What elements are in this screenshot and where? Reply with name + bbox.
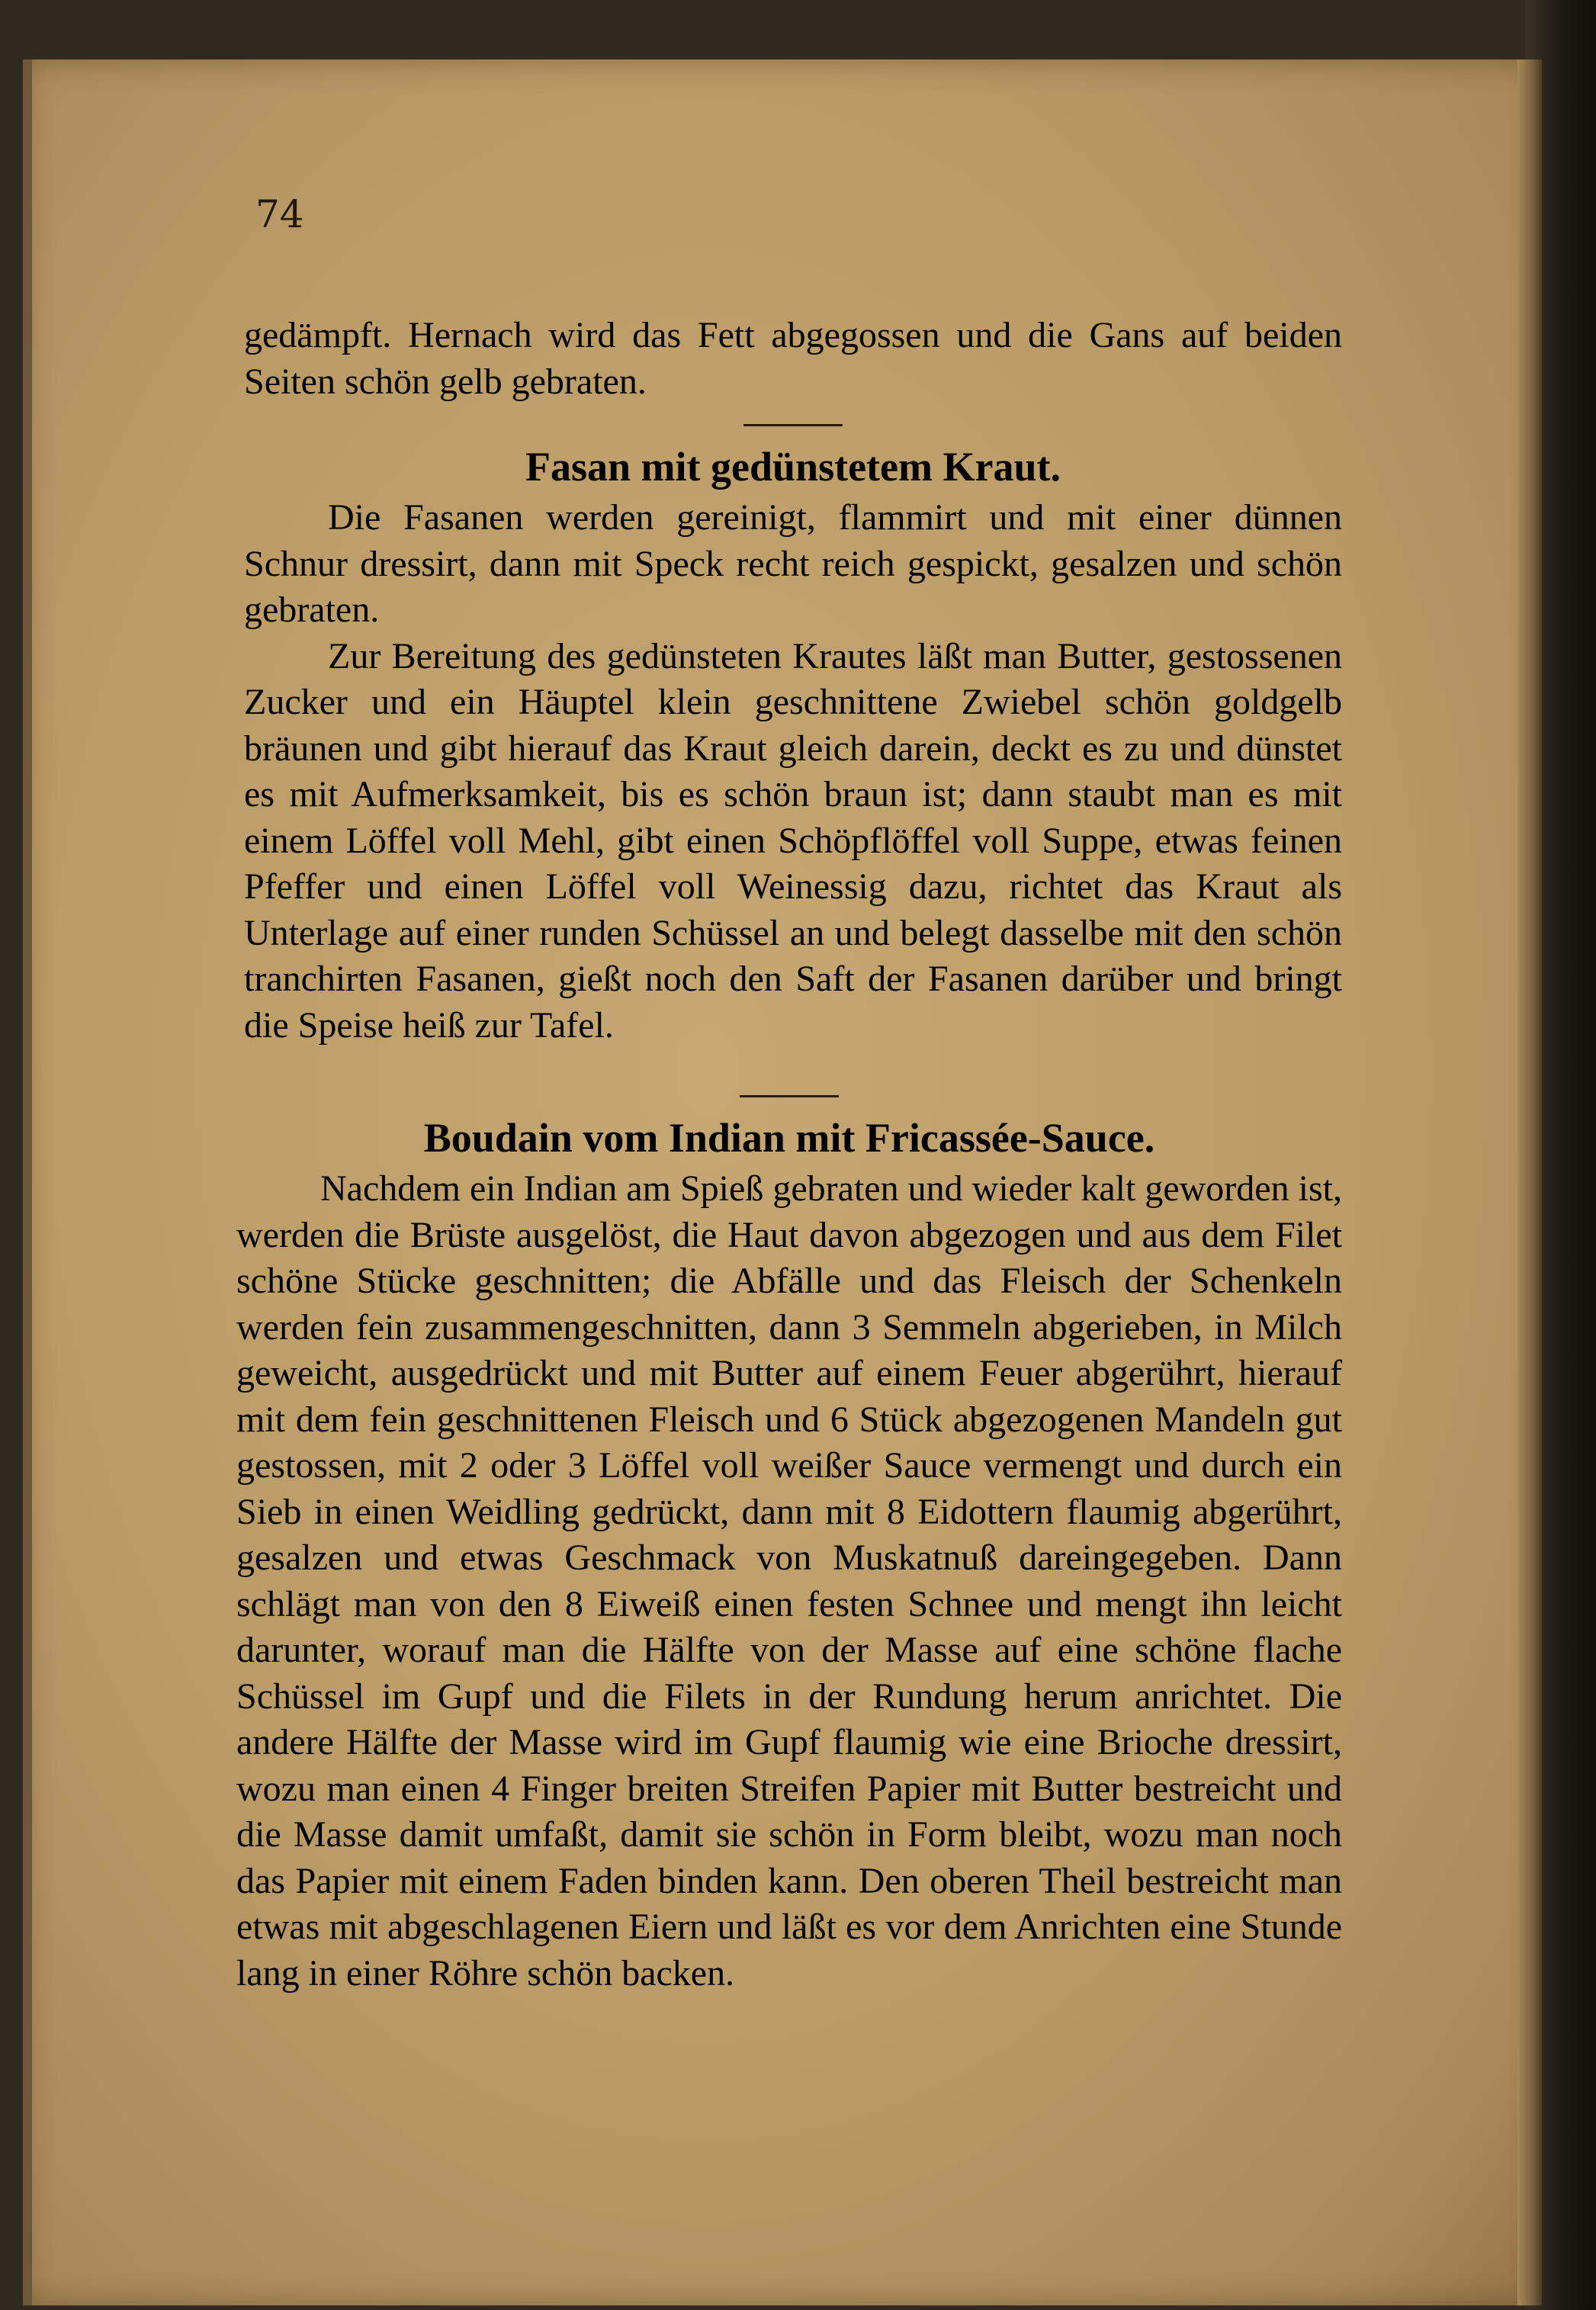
intro-paragraph: gedämpft. Hernach wird das Fett abgegossen und die Gans auf beiden Seiten schön gelb gebraten. <box>244 315 1342 402</box>
section-divider <box>740 1095 839 1097</box>
recipe-paragraph: Die Fasanen werden gereinigt, flammirt und mit einer dünnen Schnur dressirt, dann mit Speck recht reich gespickt, gesalzen und schön gebraten. <box>244 497 1342 630</box>
page-number: 74 <box>255 192 304 236</box>
recipe-boudain <box>236 1081 1342 1997</box>
recipe-fasan <box>244 410 1342 1049</box>
page-left-edge <box>23 59 32 2305</box>
page-gutter <box>1517 59 1542 2305</box>
section-divider <box>743 424 843 426</box>
intro-block <box>244 313 1342 405</box>
recipe-paragraph: Nachdem ein Indian am Spieß gebraten und wieder kalt geworden ist, werden die Brüste ausgelöst, die Haut davon abgezogen und aus dem Filet schöne Stücke geschnitten; die Abfälle und das Fleisch der Schenkeln werden fein zusammengeschnitten, dann 3 Semmeln abgerieben, in Milch geweicht, ausgedrückt und mit Butter auf einem Feuer abgerührt, hierauf mit dem fein geschnittenen Fleisch und 6 Stück abgezogenen Mandeln gut gestossen, mit 2 oder 3 Löffel voll weißer Sauce vermengt und durch ein Sieb in einen Weidling gedrückt, dann mit 8 Eidottern flaumig abgerührt, gesalzen und etwas Geschmack von Muskatnuß dareingegeben. Dann schlägt man von den 8 Eiweiß einen festen Schnee und mengt ihn leicht darunter, worauf man die Hälfte von der Masse auf eine schöne flache Schüssel im Gupf und die Filets in der Rundung herum anrichtet. Die andere Hälfte der Masse wird im Gupf flaumig wie eine Brioche dressirt, wozu man einen 4 Finger breiten Streifen Papier mit Butter bestreicht und die Masse damit umfaßt, damit sie schön in Form bleibt, wozu man noch das Papier mit einem Faden binden kann. Den oberen Theil bestreicht man etwas mit abgeschlagenen Eiern und läßt es vor dem Anrichten eine Stunde lang in einer Röhre schön backen. <box>236 1168 1342 1994</box>
recipe-paragraph: Zur Bereitung des gedünsteten Krautes läßt man Butter, gestossenen Zucker und ein Häuptel klein geschnittene Zwiebel schön goldgelb bräunen und gibt hierauf das Kraut gleich darein, deckt es zu und dünstet es mit Aufmerksamkeit, bis es schön braun ist; dann staubt man es mit einem Löffel voll Mehl, gibt einen Schöpflöffel voll Suppe, etwas feinen Pfeffer und einen Löffel voll Weinessig dazu, richtet das Kraut als Unterlage auf einer runden Schüssel an und belegt dasselbe mit den schön tranchirten Fasanen, gießt noch den Saft der Fasanen darüber und bringt die Speise heiß zur Tafel. <box>244 635 1342 1046</box>
recipe-title: Boudain vom Indian mit Fricassée-Sauce. <box>423 1115 1155 1161</box>
recipe-title: Fasan mit gedünstetem Kraut. <box>525 444 1061 490</box>
